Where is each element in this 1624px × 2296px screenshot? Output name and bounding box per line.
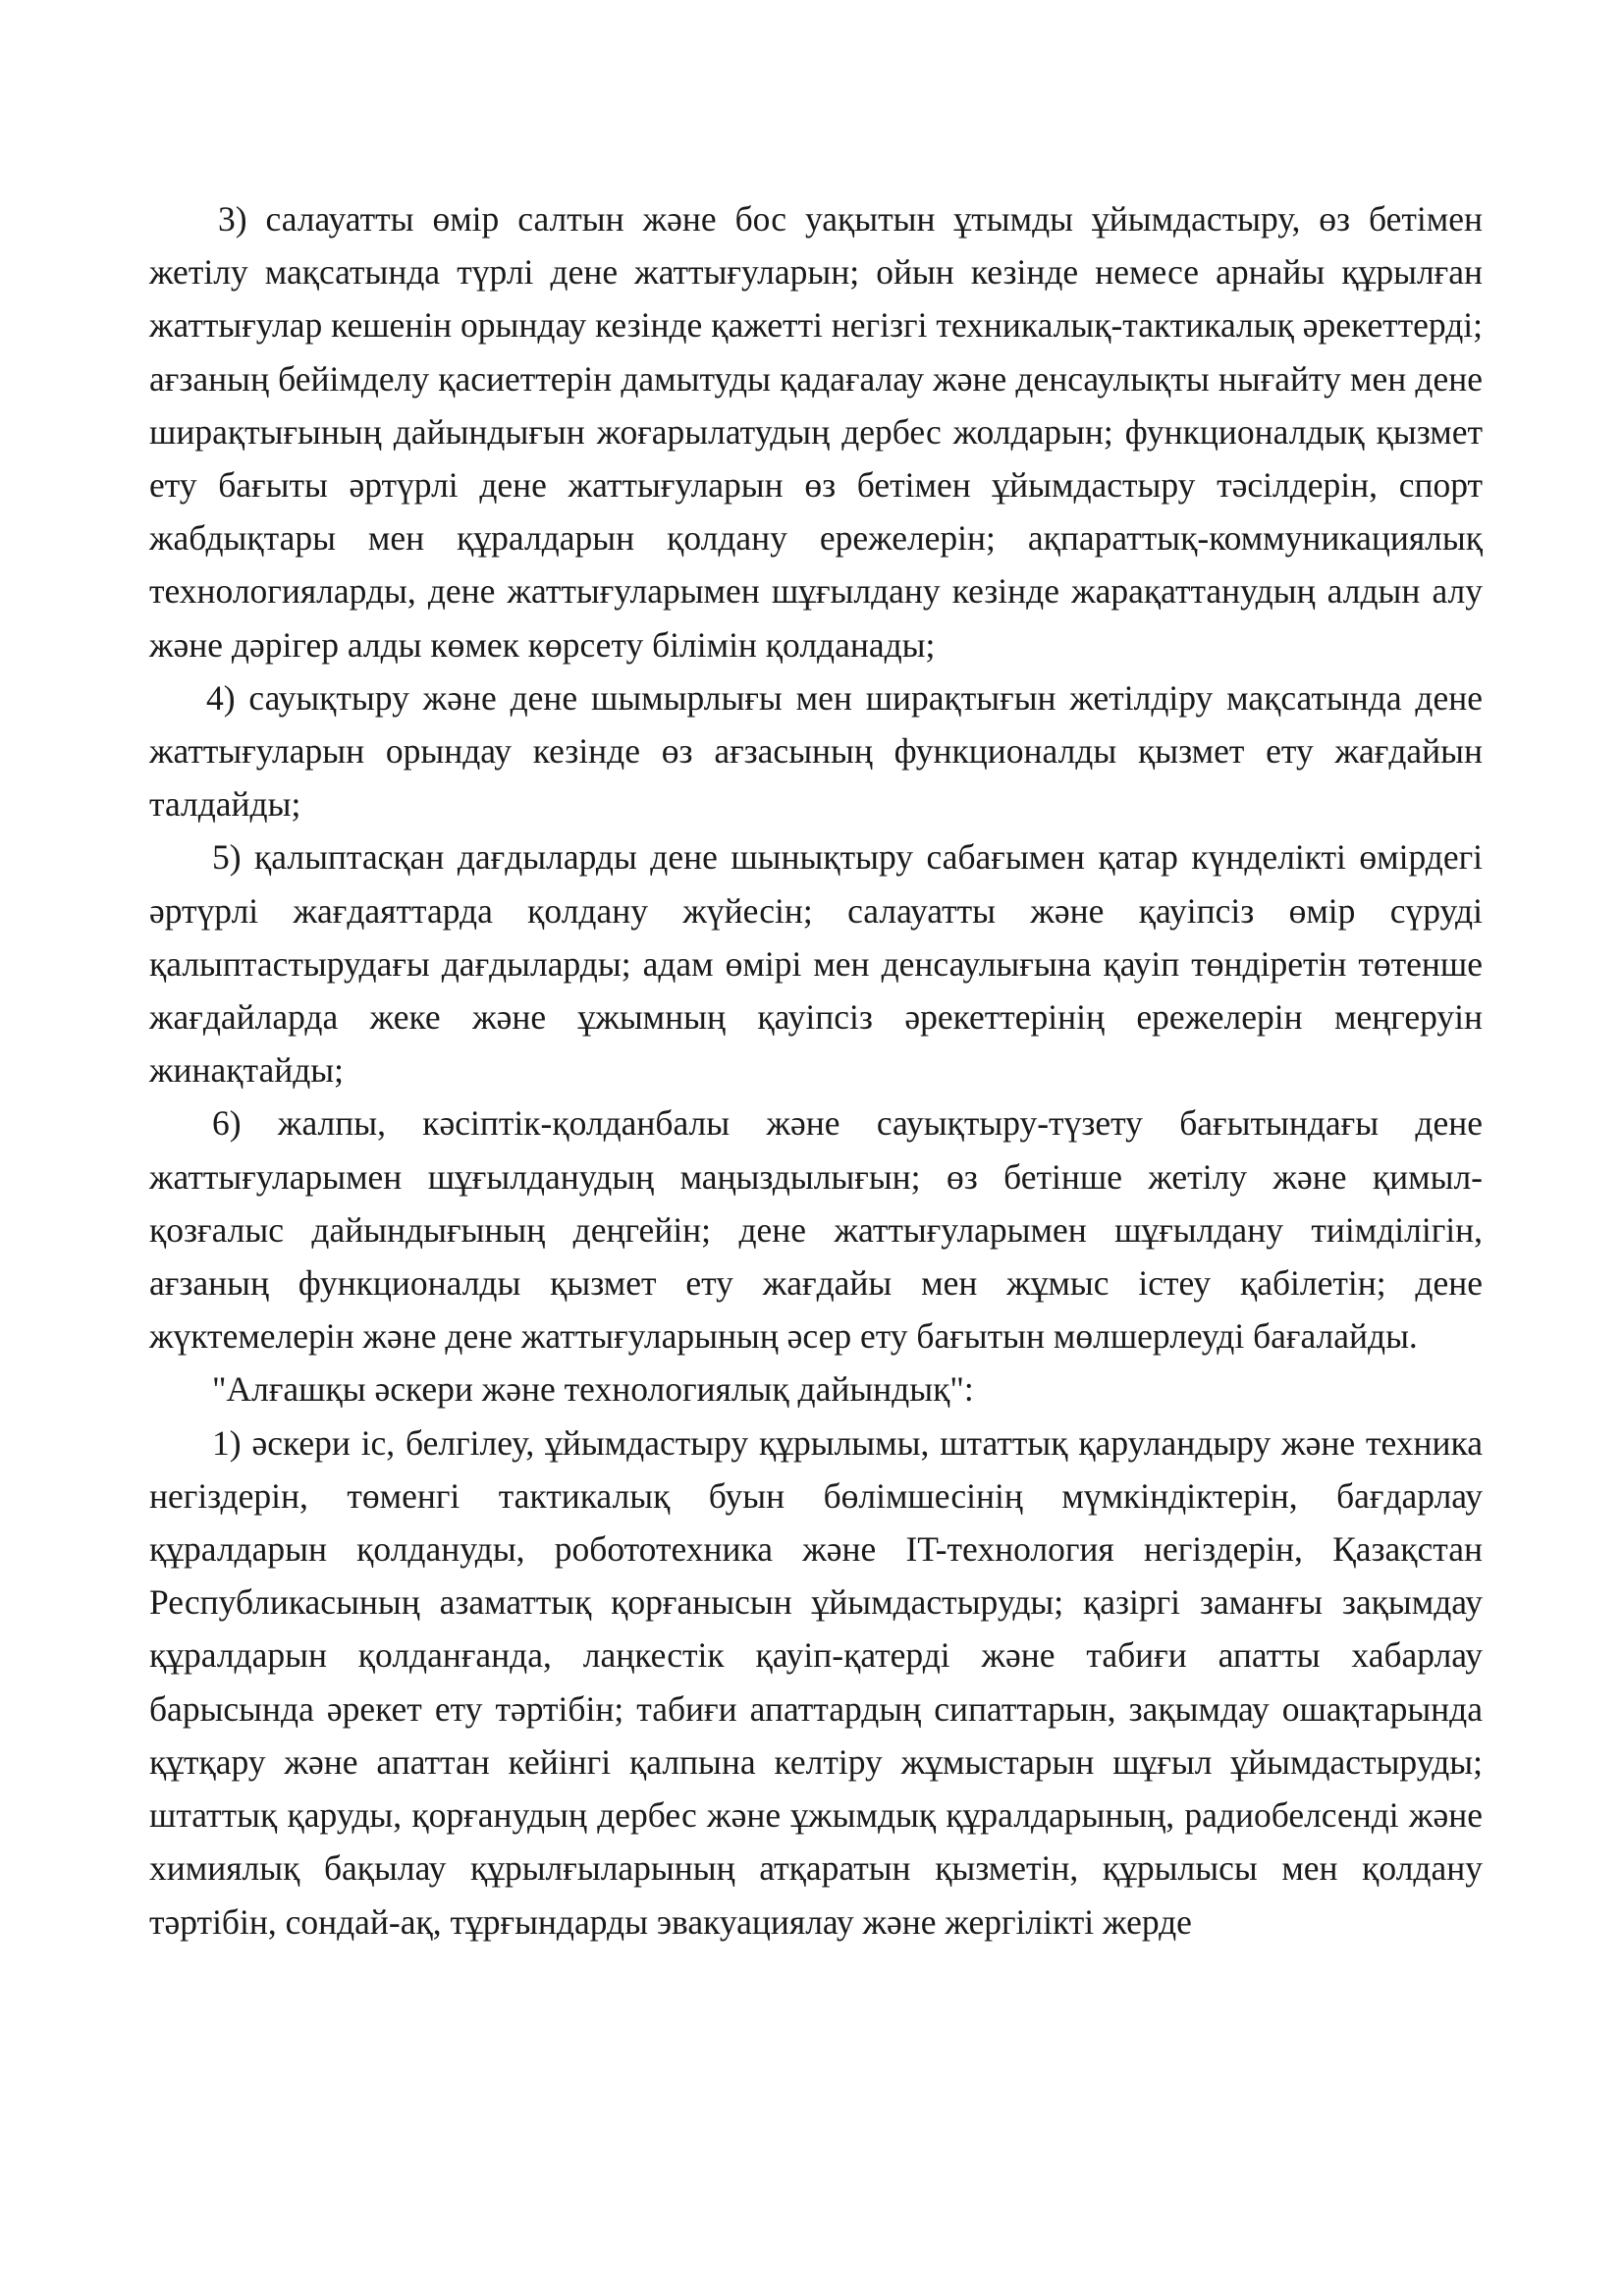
paragraph-item-6: 6) жалпы, кәсіптік-қолданбалы және сауықтыру-түзету бағытындағы дене жаттығуларымен шұғылданудың маңыздылығын; өз бетінше жетілу және қимыл-қозғалыс дайындығының деңгейін; дене жаттығуларымен шұғылдану тиімділігін, ағзаның функционалды қызмет ету жағдайы мен жұмыс істеу қабілетін; дене жүктемелерін және дене жаттығуларының әсер ету бағытын мөлшерлеуді бағалайды. (149, 1103, 1483, 1357)
paragraph-item-5: 5) қалыптасқан дағдыларды дене шынықтыру сабағымен қатар күнделікті өмірдегі әртүрлі жағдаяттарда қолдану жүйесін; салауатты және қауіпсіз өмір сүруді қалыптастырудағы дағдыларды; адам өмірі мен денсаулығына қауіп төндіретін төтенше жағдайларда жеке және ұжымның қауіпсіз әрекеттерінің ережелерін меңгеруін жинақтайды; (149, 837, 1483, 1091)
paragraph-item-4: 4) сауықтыру және дене шымырлығы мен ширақтығын жетілдіру мақсатында дене жаттығуларын орындау кезінде өз ағзасының функционалды қызмет ету жағдайын талдайды; (149, 677, 1483, 825)
document-page (149, 192, 1483, 1949)
section-heading: "Алғашқы әскери және технологиялық дайындық": (212, 1369, 974, 1410)
paragraph-item-3: 3) салауатты өмір салтын және бос уақытын ұтымды ұйымдастыру, өз бетімен жетілу мақсатында түрлі дене жаттығуларын; ойын кезінде немесе арнайы құрылған жаттығулар кешенін орындау кезінде қажетті негізгі техникалық-тактикалық әрекеттерді; ағзаның бейімделу қасиеттерін дамытуды қадағалау және денсаулықты нығайту мен дене ширақтығының дайындығын жоғарылатудың дербес жолдарын; функционалдық қызмет ету бағыты әртүрлі дене жаттығуларын өз бетімен ұйымдастыру тәсілдерін, спорт жабдықтары мен құралдарын қолдану ережелерін; ақпараттық-коммуникациялық технологияларды, дене жаттығуларымен шұғылдану кезінде жарақаттанудың алдын алу және дәрігер алды көмек көрсету білімін қолданады; (149, 199, 1483, 665)
paragraph-item-1: 1) әскери іс, белгілеу, ұйымдастыру құрылымы, штаттық қаруландыру және техника негіздерін, төменгі тактикалық буын бөлімшесінің мүмкіндіктерін, бағдарлау құралдарын қолдануды, робототехника және IT-технология негіздерін, Қазақстан Республикасының азаматтық қорғанысын ұйымдастыруды; қазіргі заманғы зақымдау құралдарын қолданғанда, лаңкестік қауіп-қатерді және табиғи апатты хабарлау барысында әрекет ету тәртібін; табиғи апаттардың сипаттарын, зақымдау ошақтарында құтқару және апаттан кейінгі қалпына келтіру жұмыстарын шұғыл ұйымдастыруды; штаттық қаруды, қорғанудың дербес және ұжымдық құралдарының, радиобелсенді және химиялық бақылау құрылғыларының атқаратын қызметін, құрылысы мен қолдану тәртібін, сондай-ақ, тұрғындарды эвакуациялау және жергілікті жерде (149, 1422, 1483, 1942)
